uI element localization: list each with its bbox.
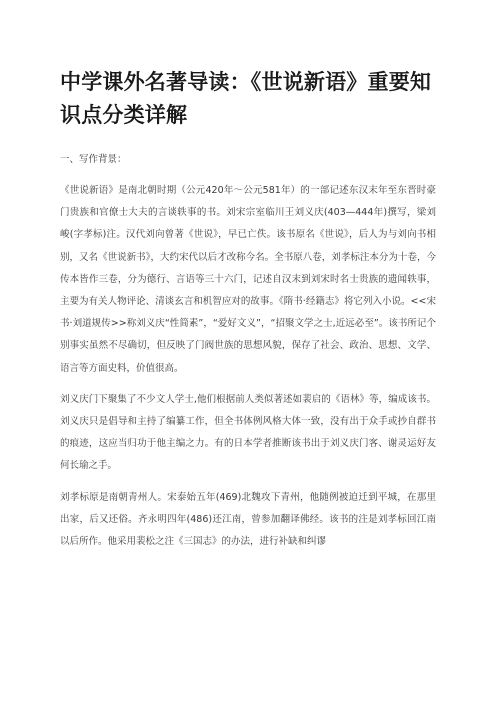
paragraph-3: 刘孝标原是南朝青州人。宋泰始五年(469)北魏攻下青州，他随例被迫迁到平城，在那里出家，后又还俗。齐永明四年(486)还江南，曾参加翻译佛经。该书的注是刘孝标回江南以后所作。他采用裴松之注《三国志》的办法，进行补缺和纠谬 (60, 491, 436, 548)
document-title: 中学课外名著导读：《世说新语》重要知识点分类详解 (60, 70, 432, 127)
paragraph-2: 刘义庆门下聚集了不少文人学士,他们根据前人类似著述如裴启的《语林》等，编成该书。刘义庆只是倡导和主持了编纂工作，但全书体例风格大体一致，没有出于众手或抄自群书的痕迹，这应当归功于他主编之力。有的日本学者推断该书出于刘义庆门客、谢灵运好友何长瑜之手。 (60, 393, 436, 472)
paragraph-1: 《世说新语》是南北朝时期（公元420年～公元581年）的一部记述东汉末年至东晋时豪门贵族和官僚士大夫的言谈轶事的书。刘宋宗室临川王刘义庆(403—444年)撰写，梁刘峻(字孝标)注。汉代刘向曾著《世说》，早已亡佚。该书原名《世说》，后人为与刘向书相别，又名《世说新书》，大约宋代以后才改称今名。全书原八卷，刘孝标注本分为十卷，今传本皆作三卷，分为德行、言语等三十六门，记述自汉末到刘宋时名士贵族的遗闻轶事，主要为有关人物评论、清谈玄言和机智应对的故事。《隋书·经籍志》将它列入小说。<<宋书·刘道规传>>称刘义庆“性简素”，“爱好文义”，“招聚文学之士,近远必至”。该书所记个别事实虽然不尽确切，但反映了门阀世族的思想风貌，保存了社会、政治、思想、文学、语言等方面史料，价值很高。 (60, 185, 436, 374)
section-heading: 一、写作背景： (60, 154, 127, 165)
